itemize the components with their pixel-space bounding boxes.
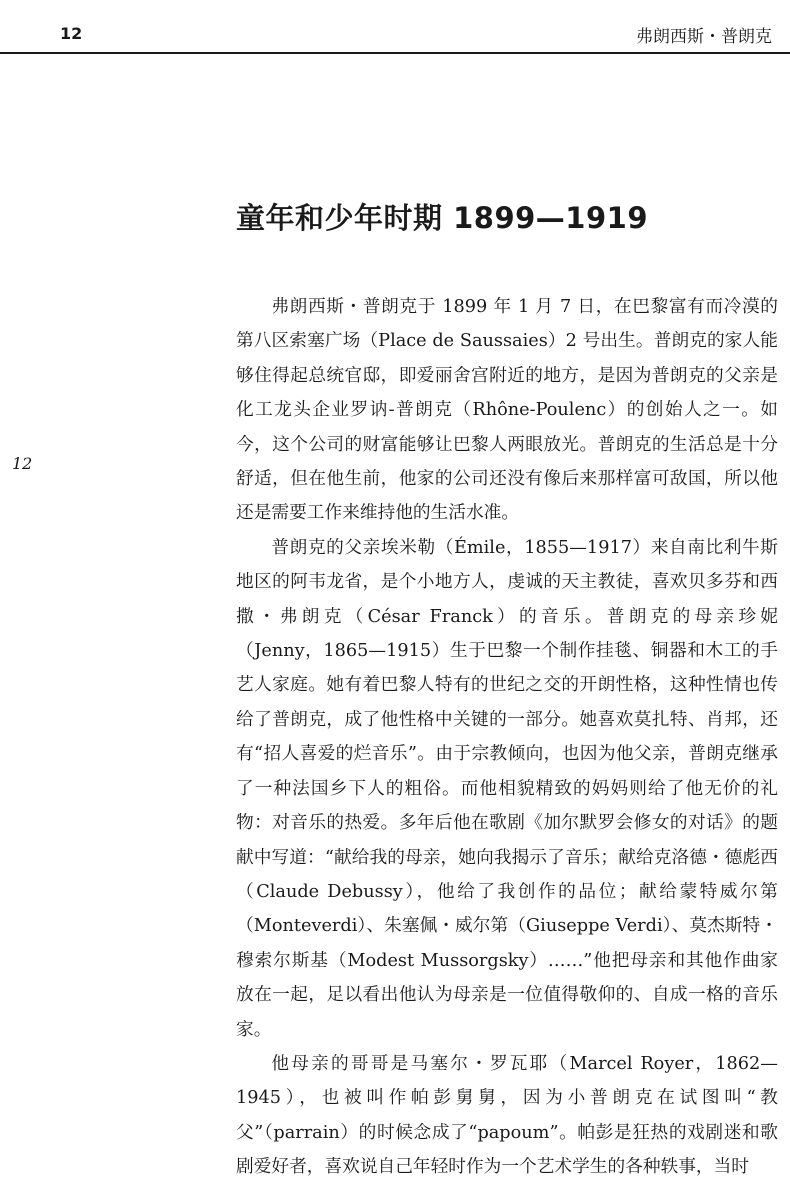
paragraph-birth: 弗朗西斯・普朗克于 1899 年 1 月 7 日，在巴黎富有而冷漠的第八区索塞广场（Place de Saussaies）2 号出生。普朗克的家人能够住得起总统官邸，即爱丽舍宫附近的地方，是因为普朗克的父亲是化工龙头企业罗讷-普朗克（Rhône-Poulenc）的创始人之一。如今，这个公司的财富能够让巴黎人两眼放光。普朗克的生活总是十分舒适，但在他生前，他家的公司还没有像后来那样富可敌国，所以他还是需要工作来维持他的生活水准。 [236, 297, 778, 524]
header-rule [0, 52, 790, 54]
paragraph-parents: 普朗克的父亲埃米勒（Émile，1855—1917）来自南比利牛斯地区的阿韦龙省，是个小地方人，虔诚的天主教徒，喜欢贝多芬和西撒・弗朗克（César Franck）的音乐。普朗克的母亲珍妮（Jenny，1865—1915）生于巴黎一个制作挂毯、铜器和木工的手艺人家庭。她有着巴黎人特有的世纪之交的开朗性格，这种性情也传给了普朗克，成了他性格中关键的一部分。她喜欢莫扎特、肖邦，还有“招人喜爱的烂音乐”。由于宗教倾向，也因为他父亲，普朗克继承了一种法国乡下人的粗俗。而他相貌精致的妈妈则给了他无价的礼物：对音乐的热爱。多年后他在歌剧《加尔默罗会修女的对话》的题献中写道：“献给我的母亲，她向我揭示了音乐；献给克洛德・德彪西（Claude Debussy），他给了我创作的品位；献给蒙特威尔第（Monteverdi）、朱塞佩・威尔第（Giuseppe Verdi）、莫杰斯特・穆索尔斯基（Modest Mussorgsky）……”他把母亲和其他作曲家放在一起，足以看出他认为母亲是一位值得敬仰的、自成一格的音乐家。 [236, 537, 778, 1040]
chapter-title: 童年和少年时期 1899—1919 [236, 201, 649, 235]
margin-page-reference: 12 [12, 454, 33, 473]
page-number: 12 [60, 24, 83, 43]
paragraph-uncle: 他母亲的哥哥是马塞尔・罗瓦耶（Marcel Royer，1862—1945），也被叫作帕彭舅舅，因为小普朗克在试图叫“教父”（parrain）的时候念成了“papoum”。帕彭是狂热的戏剧迷和歌剧爱好者，喜欢说自己年轻时作为一个艺术学生的各种轶事，当时 [236, 1053, 778, 1178]
body-text [236, 290, 778, 1185]
running-title: 弗朗西斯・普朗克 [636, 27, 772, 47]
